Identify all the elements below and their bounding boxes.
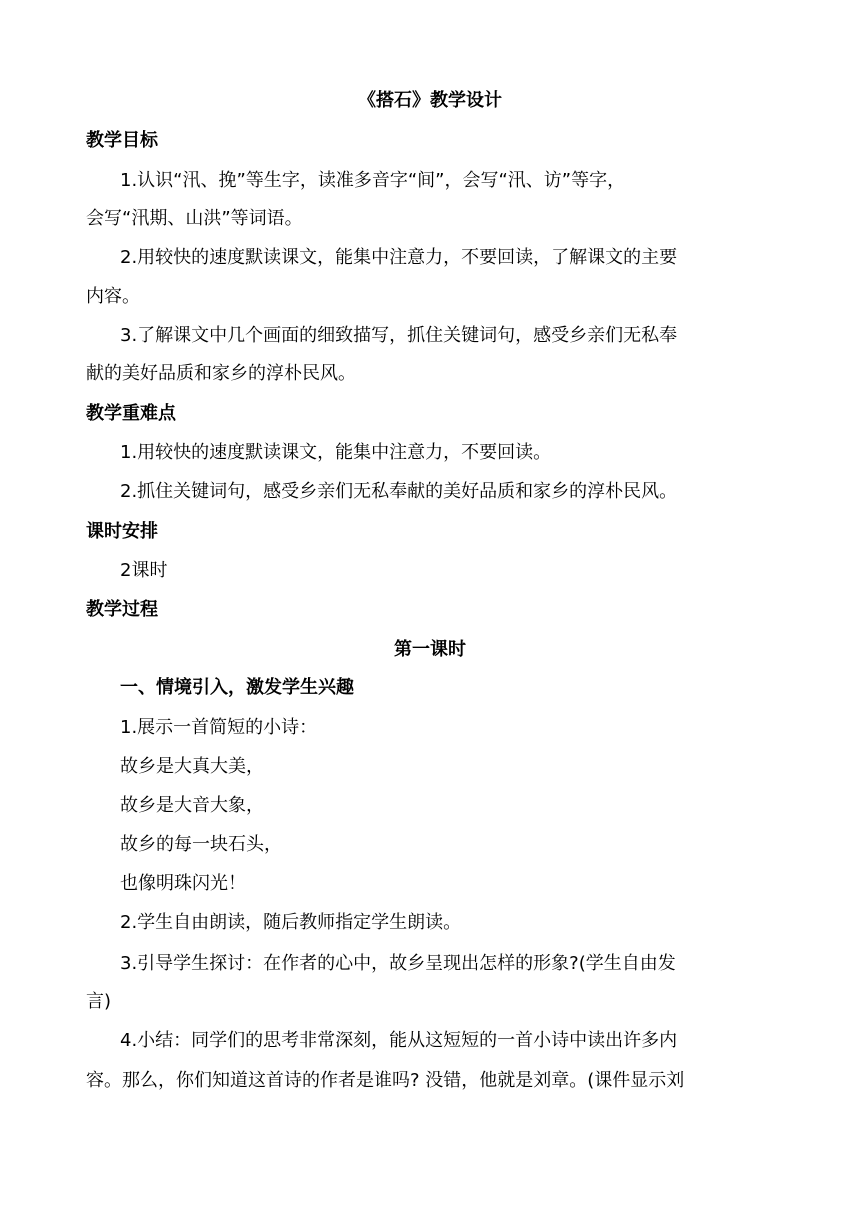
objective-line-2: 会写“汛期、山洪”等词语。: [86, 208, 303, 229]
document-title: 《搭石》教学设计: [358, 90, 502, 111]
lesson-heading: 第一课时: [394, 639, 466, 660]
part1-line-1: 1.展示一首简短的小诗：: [120, 717, 318, 738]
objective-line-3: 2.用较快的速度默读课文，能集中注意力，不要回读，了解课文的主要: [120, 247, 678, 268]
part1-line-3: 3.引导学生探讨：在作者的心中，故乡呈现出怎样的形象?(学生自由发: [120, 953, 676, 974]
key-points-heading: 教学重难点: [86, 403, 176, 424]
objective-line-6: 献的美好品质和家乡的淳朴民风。: [86, 363, 356, 384]
poem-line-1: 故乡是大真大美，: [120, 756, 264, 777]
objective-line-4: 内容。: [86, 286, 140, 307]
schedule-heading: 课时安排: [86, 521, 158, 542]
process-heading: 教学过程: [86, 599, 158, 620]
part1-line-4: 4.小结：同学们的思考非常深刻，能从这短短的一首小诗中读出许多内: [120, 1030, 678, 1051]
poem-line-3: 故乡的每一块石头，: [120, 834, 282, 855]
poem-line-2: 故乡是大音大象，: [120, 795, 264, 816]
key-point-line-1: 1.用较快的速度默读课文，能集中注意力，不要回读。: [120, 442, 552, 463]
objectives-heading: 教学目标: [86, 130, 158, 151]
part1-line-2: 2.学生自由朗读，随后教师指定学生朗读。: [120, 912, 462, 933]
objective-line-1: 1.认识“汛、挽”等生字，读准多音字“间”，会写“汛、访”等字，: [120, 170, 626, 191]
part1-heading: 一、情境引入，激发学生兴趣: [120, 677, 354, 698]
key-point-line-2: 2.抓住关键词句，感受乡亲们无私奉献的美好品质和家乡的淳朴民风。: [120, 481, 678, 502]
poem-line-4: 也像明珠闪光！: [120, 873, 246, 894]
objective-line-5: 3.了解课文中几个画面的细致描写，抓住关键词句，感受乡亲们无私奉: [120, 325, 678, 346]
part1-line-4-cont: 容。那么，你们知道这首诗的作者是谁吗? 没错，他就是刘章。(课件显示刘: [86, 1070, 685, 1091]
schedule-text: 2课时: [120, 560, 168, 581]
part1-line-3-cont: 言): [86, 991, 112, 1012]
